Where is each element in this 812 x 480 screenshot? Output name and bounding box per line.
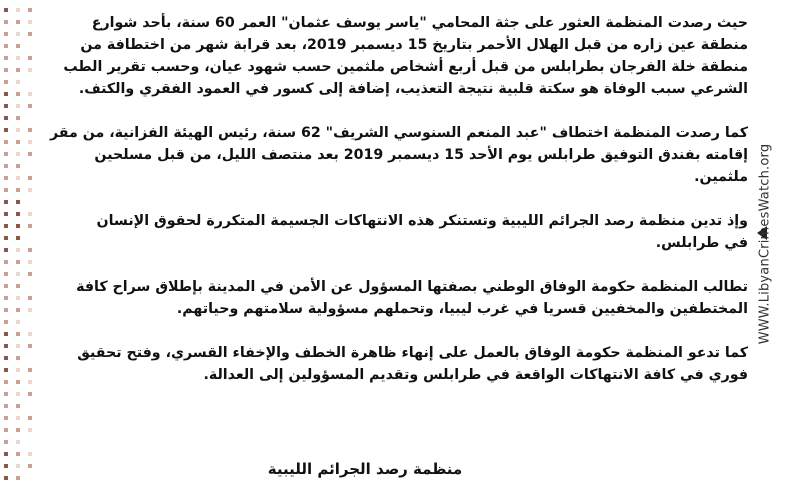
decorative-dot xyxy=(4,392,8,396)
decorative-dot xyxy=(16,56,20,60)
decorative-dot xyxy=(16,296,20,300)
decorative-dot xyxy=(16,392,20,396)
decorative-dot xyxy=(28,212,32,216)
decorative-dot xyxy=(4,116,8,120)
decorative-dot xyxy=(28,176,32,180)
decorative-dot xyxy=(4,8,8,12)
decorative-dot xyxy=(4,416,8,420)
decorative-dot xyxy=(4,32,8,36)
decorative-dot xyxy=(4,284,8,288)
website-url[interactable]: WWW.LibyanCrimesWatch.org xyxy=(757,143,773,345)
decorative-dot xyxy=(4,56,8,60)
paragraph-line: كما رصدت المنظمة اختطاف "عبد المنعم السنوسي الشريف" 62 سنة، رئيس الهيئة الفزانية، من مقر xyxy=(49,125,748,141)
decorative-dot xyxy=(4,212,8,216)
decorative-dot xyxy=(16,152,20,156)
decorative-dot xyxy=(16,20,20,24)
decorative-dot xyxy=(28,332,32,336)
decorative-dot xyxy=(4,440,8,444)
decorative-dot xyxy=(16,416,20,420)
decorative-dot xyxy=(4,68,8,72)
decorative-dot xyxy=(28,92,32,96)
decorative-dot xyxy=(4,176,8,180)
decorative-dot xyxy=(4,44,8,48)
decorative-dot xyxy=(4,308,8,312)
decorative-dot xyxy=(4,296,8,300)
decorative-dot xyxy=(4,80,8,84)
decorative-dot xyxy=(16,176,20,180)
decorative-dot xyxy=(28,392,32,396)
paragraph-line: تطالب المنظمة حكومة الوفاق الوطني بصفتها المسؤول عن الأمن في المدينة بإطلاق سراح كافة xyxy=(76,279,748,295)
decorative-dot xyxy=(16,212,20,216)
decorative-dot xyxy=(28,428,32,432)
paragraph-line: كما تدعو المنظمة حكومة الوفاق بالعمل على إنهاء ظاهرة الخطف والإخفاء القسري، وفتح تحقيق xyxy=(77,345,748,361)
decorative-dot xyxy=(4,320,8,324)
decorative-dot xyxy=(16,44,20,48)
decorative-dot xyxy=(28,452,32,456)
decorative-dot xyxy=(4,140,8,144)
paragraph-line: الشرعي سبب الوفاة هو سكتة قلبية نتيجة التعذيب، إضافة إلى كسور في العمود الفقري والكتف. xyxy=(78,81,748,97)
paragraph-3 xyxy=(96,210,748,254)
decorative-dot xyxy=(28,128,32,132)
decorative-dot xyxy=(4,200,8,204)
decorative-dot xyxy=(16,236,20,240)
decorative-dot xyxy=(28,20,32,24)
decorative-dot xyxy=(28,344,32,348)
paragraph-line: إقامته بفندق التوفيق طرابلس يوم الأحد 15 ديسمبر 2019 بعد منتصف الليل، من قبل مسلحين xyxy=(94,147,748,163)
decorative-dot xyxy=(4,224,8,228)
decorative-dot xyxy=(4,20,8,24)
decorative-dot xyxy=(16,308,20,312)
decorative-dot xyxy=(4,128,8,132)
decorative-dot xyxy=(28,416,32,420)
decorative-dot xyxy=(4,188,8,192)
decorative-dot xyxy=(4,104,8,108)
decorative-dot xyxy=(4,164,8,168)
decorative-dot xyxy=(16,188,20,192)
decorative-dot xyxy=(16,248,20,252)
decorative-dot xyxy=(4,152,8,156)
decorative-dot xyxy=(4,272,8,276)
decorative-dot xyxy=(28,308,32,312)
paragraph-line: المختطفين والمخفيين قسريا في غرب ليبيا، وتحملهم مسؤولية سلامتهم وحياتهم. xyxy=(176,301,748,317)
decorative-dot xyxy=(4,452,8,456)
organization-signature: منظمة رصد الجرائم الليبية xyxy=(267,460,463,478)
decorative-dot xyxy=(16,404,20,408)
decorative-dot xyxy=(4,236,8,240)
decorative-dot xyxy=(28,272,32,276)
paragraph-line: حيث رصدت المنظمة العثور على جثة المحامي "ياسر يوسف عثمان" العمر 60 سنة، بأحد شوارع xyxy=(91,15,748,31)
decorative-dot xyxy=(28,8,32,12)
decorative-dot xyxy=(16,428,20,432)
decorative-dot xyxy=(4,428,8,432)
paragraph-line: فوري في كافة الانتهاكات الواقعة في طرابلس وتقديم المسؤولين إلى العدالة. xyxy=(203,367,748,383)
decorative-dot xyxy=(28,56,32,60)
decorative-dot xyxy=(28,380,32,384)
decorative-dot xyxy=(16,224,20,228)
decorative-dot xyxy=(28,224,32,228)
article-body xyxy=(49,12,748,408)
decorative-dot xyxy=(16,260,20,264)
decorative-dot xyxy=(4,332,8,336)
paragraph-line: في طرابلس. xyxy=(655,235,748,251)
decorative-dot xyxy=(16,200,20,204)
decorative-dot xyxy=(16,284,20,288)
decorative-dot xyxy=(28,140,32,144)
decorative-dot xyxy=(28,104,32,108)
decorative-dot xyxy=(16,272,20,276)
decorative-dot xyxy=(16,68,20,72)
decorative-dot xyxy=(16,344,20,348)
paragraph-line: منطقة عين زاره من قبل الهلال الأحمر بتاريخ 15 ديسمبر 2019، بعد قرابة شهر من اختطافة من xyxy=(80,37,748,53)
paragraph-line: منطقة خلة الفرجان بطرابلس من قبل أربع أشخاص ملثمين حسب شهود عيان، وحسب تقرير الطب xyxy=(63,59,748,75)
decorative-dot xyxy=(16,320,20,324)
decorative-dot xyxy=(16,8,20,12)
paragraph-4 xyxy=(76,276,748,320)
decorative-dot xyxy=(28,260,32,264)
decorative-dot xyxy=(4,380,8,384)
decorative-dot xyxy=(28,68,32,72)
decorative-dot xyxy=(28,152,32,156)
decorative-dot xyxy=(4,404,8,408)
decorative-dot xyxy=(4,368,8,372)
decorative-dot xyxy=(16,92,20,96)
decorative-dot xyxy=(16,452,20,456)
decorative-dot xyxy=(28,368,32,372)
decorative-dot xyxy=(16,164,20,168)
decorative-dot xyxy=(16,368,20,372)
decorative-dot xyxy=(28,248,32,252)
paragraph-2 xyxy=(49,122,748,188)
decorative-dot xyxy=(28,32,32,36)
decorative-dot xyxy=(16,380,20,384)
decorative-dot-pattern xyxy=(0,0,40,480)
decorative-dot xyxy=(16,80,20,84)
decorative-dot xyxy=(16,440,20,444)
paragraph-5 xyxy=(77,342,748,386)
decorative-dot xyxy=(4,356,8,360)
paragraph-line: ملثمين. xyxy=(694,169,748,185)
decorative-dot xyxy=(28,296,32,300)
decorative-dot xyxy=(4,248,8,252)
decorative-dot xyxy=(4,344,8,348)
decorative-dot xyxy=(16,104,20,108)
decorative-dot xyxy=(28,188,32,192)
decorative-dot xyxy=(16,332,20,336)
paragraph-1 xyxy=(63,12,748,100)
paragraph-line: وإذ تدين منظمة رصد الجرائم الليبية وتستنكر هذه الانتهاكات الجسيمة المتكررة لحقوق الإنسان xyxy=(96,213,748,229)
decorative-dot xyxy=(16,116,20,120)
decorative-dot xyxy=(16,356,20,360)
decorative-dot xyxy=(4,260,8,264)
decorative-dot xyxy=(16,32,20,36)
decorative-dot xyxy=(4,92,8,96)
decorative-dot xyxy=(16,128,20,132)
decorative-dot xyxy=(16,140,20,144)
